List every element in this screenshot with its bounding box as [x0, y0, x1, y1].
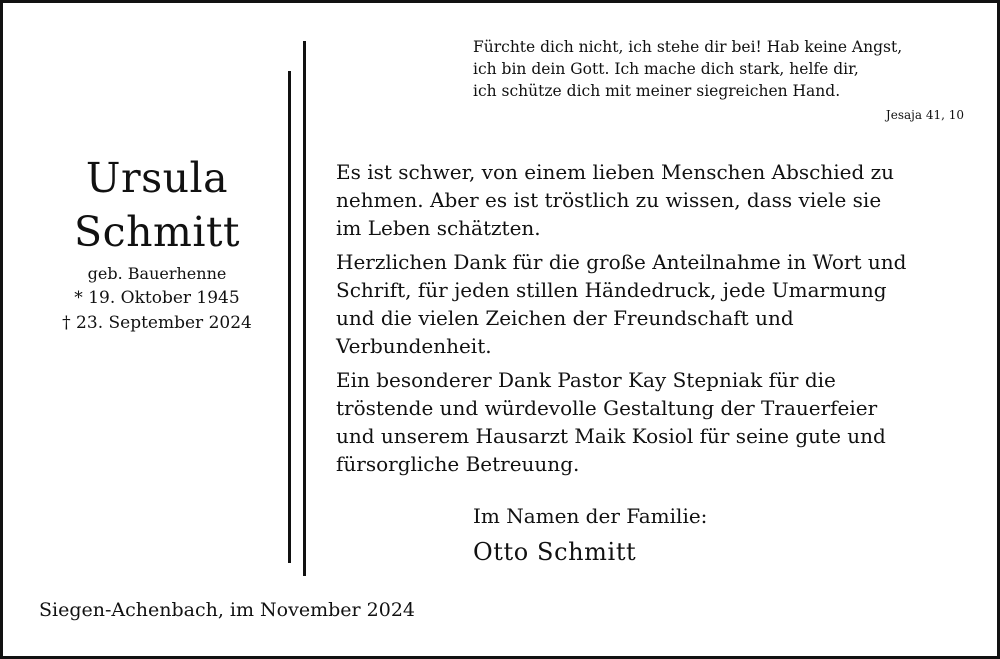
death-date: † 23. September 2024 [62, 313, 252, 333]
text-line: und die vielen Zeichen der Freundschaft und [336, 306, 794, 330]
last-name: Schmitt [74, 208, 240, 256]
signer-name: Otto Schmitt [473, 538, 637, 566]
divider-line-right [303, 41, 306, 576]
text-line: Ein besonderer Dank Pastor Kay Stepniak für die [336, 368, 836, 392]
first-name: Ursula [85, 154, 229, 202]
deceased-block [23, 151, 291, 336]
text-line: Herzlichen Dank für die große Anteilnahme in Wort und [336, 250, 907, 274]
bible-verse [473, 36, 973, 102]
text-line: tröstende und würdevolle Gestaltung der Trauerfeier [336, 396, 878, 420]
text-line: Schrift, für jeden stillen Händedruck, jede Umarmung [336, 278, 887, 302]
paragraph-thanks [336, 248, 976, 360]
text-line: und unserem Hausarzt Maik Kosiol für seine gute und [336, 424, 886, 448]
place-and-date: Siegen-Achenbach, im November 2024 [39, 599, 416, 621]
verse-line: ich schütze dich mit meiner siegreichen Hand. [473, 82, 841, 100]
text-line: Verbundenheit. [336, 334, 492, 358]
text-line: im Leben schätzten. [336, 216, 541, 240]
text-line: Es ist schwer, von einem lieben Menschen Abschied zu [336, 160, 895, 184]
birth-name: geb. Bauerhenne [87, 264, 227, 283]
family-line: Im Namen der Familie: [473, 504, 708, 528]
birth-date: * 19. Oktober 1945 [74, 288, 240, 308]
verse-line: Fürchte dich nicht, ich stehe dir bei! Hab keine Angst, [473, 38, 903, 56]
text-line: fürsorgliche Betreuung. [336, 452, 580, 476]
verse-line: ich bin dein Gott. Ich mache dich stark, helfe dir, [473, 60, 859, 78]
divider-line-left [288, 71, 291, 563]
verse-reference: Jesaja 41, 10 [885, 108, 964, 122]
paragraph-special-thanks [336, 366, 976, 478]
text-line: nehmen. Aber es ist tröstlich zu wissen, dass viele sie [336, 188, 882, 212]
paragraph-farewell [336, 158, 976, 242]
thank-you-text [336, 158, 976, 484]
